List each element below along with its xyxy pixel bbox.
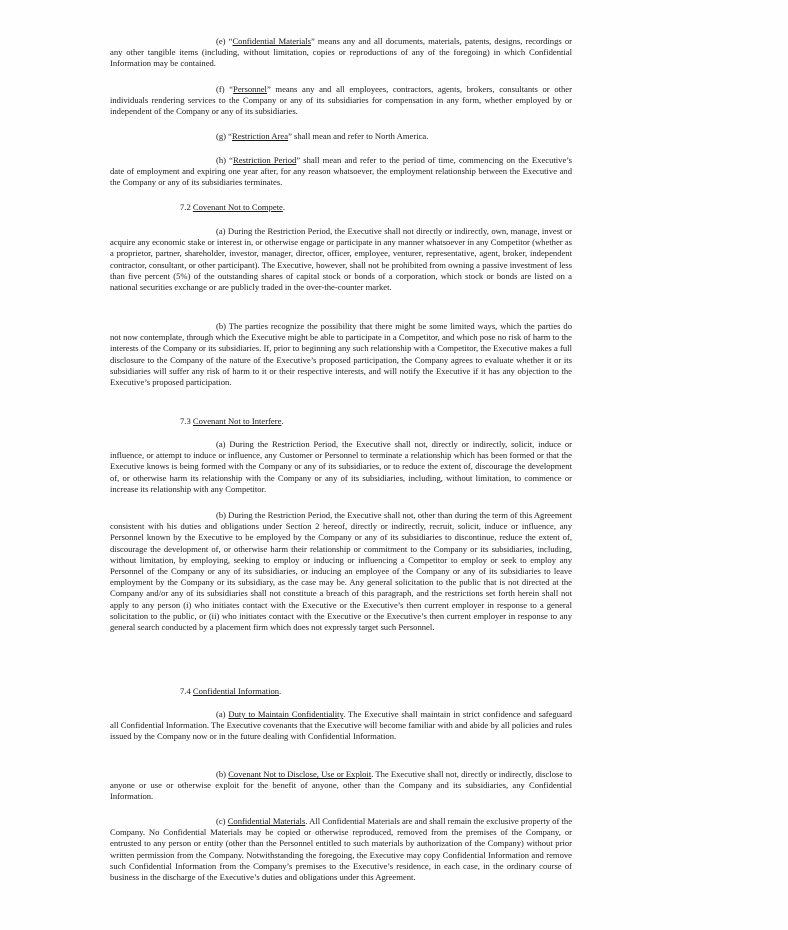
section-7-2-paragraph-b: (b) The parties recognize the possibility that there might be some limited ways, which the parties do not now contemplate, through which the Executive might be able to participate in a Competitor, and which pose no risk of harm to the interests of the Company or its subsidiaries. If, prior to beginning any such relationship with a Competitor, the Executive makes a full disclosure to the Company of the nature of the Executive’s proposed participation, the Company agrees to evaluate whether it or its subsidiaries will suffer any risk of harm to it or their respective interests, and will notify the Executive if it has any objection to the Executive’s proposed participation. [110, 321, 572, 388]
section-7-3-paragraph-b: (b) During the Restriction Period, the Executive shall not, other than during the term of this Agreement consistent with his duties and obligations under Section 2 hereof, directly or indirectly, recruit, solicit, induce or influence, any Personnel known by the Executive to be employed by the Company or any of its subsidiaries to discontinue, reduce the extent of, discourage the development of, or otherwise harm their relationship or commitment to the Company or its subsidiaries, including, without limitation, by employing, seeking to employ or inducing or influencing a Competitor to employ or seek to employ any Personnel of the Company or any of its subsidiaries, or inducing an employee of the Company or any of its subsidiaries to leave employment by the Company or its subsidiary, as the case may be. Any general solicitation to the public that is not directed at the Company and/or any of its subsidiaries shall not constitute a breach of this paragraph, and the restrictions set forth herein shall not apply to any person (i) who initiates contact with the Executive or the Executive’s then current employer in response to a general solicitation to the public, or (ii) who initiates contact with the Executive or the Executive’s then current employer in response to any general search conducted by a placement firm which does not expressly target such Personnel. [110, 510, 572, 633]
section-title-covenant-not-to-interfere: Covenant Not to Interfere [192, 416, 282, 426]
section-7-4-paragraph-b: (b) Covenant Not to Disclose, Use or Exploit. The Executive shall not, directly or indirectly, disclose to anyone or use or otherwise exploit for the benefit of anyone, other than the Company and its subsidiaries, any Confidential Information. [110, 769, 572, 802]
section-7-2-paragraph-a: (a) During the Restriction Period, the Executive shall not directly or indirectly, own, manage, invest or acquire any economic stake or interest in, or otherwise engage or participate in any manner whatsoever in any Competitor (whether as a proprietor, partner, shareholder, investor, manager, director, officer, employee, venturer, representative, agent, broker, independent contractor, consultant, or other participant). The Executive, however, shall not be prohibited from owning a passive investment of less than five percent (5%) of the outstanding shares of capital stock or bonds of a corporation, which stock or bonds are listed on a national securities exchange or are publicly traded in the over-the-counter market. [110, 226, 572, 293]
subtitle-duty-to-maintain-confidentiality: Duty to Maintain Confidentiality [228, 709, 344, 719]
section-heading-7-2: 7.2 Covenant Not to Compete. [180, 202, 286, 212]
subtitle-confidential-materials: Confidential Materials [227, 816, 306, 826]
definition-restriction-period: (h) “Restriction Period” shall mean and refer to the period of time, commencing on the Executive’s date of employment and expiring one year after, for any reason whatsoever, the employment relationship between the Executive and the Company or any of its subsidiaries terminates. [110, 155, 572, 188]
definition-confidential-materials: (e) “Confidential Materials” means any and all documents, materials, patents, designs, recordings or any other tangible items (including, without limitation, copies or reproductions of any of the foregoing) in which Confidential Information may be contained. [110, 36, 572, 69]
section-heading-7-4: 7.4 Confidential Information. [180, 686, 282, 696]
section-title-confidential-information: Confidential Information [192, 686, 280, 696]
term-restriction-period: Restriction Period [233, 155, 297, 165]
section-7-4-paragraph-c: (c) Confidential Materials. All Confidential Materials are and shall remain the exclusive property of the Company. No Confidential Materials may be copied or otherwise reproduced, removed from the premises of the Company, or entrusted to any person or entity (other than the Personnel entitled to such materials by authorization of the Company) without prior written permission from the Company. Notwithstanding the foregoing, the Executive may copy Confidential Information and remove such Confidential Information from the Company’s premises to the Executive’s residence, in each case, in the ordinary course of business in the discharge of the Executive’s duties and obligations under this Agreement. [110, 816, 573, 883]
section-title-covenant-not-to-compete: Covenant Not to Compete [192, 202, 283, 212]
definition-personnel: (f) “Personnel” means any and all employees, contractors, agents, brokers, consultants or other individuals rendering services to the Company or any of its subsidiaries for compensation in any form, whether employed by or independent of the Company or any of its subsidiaries. [110, 84, 572, 117]
subtitle-covenant-not-to-disclose: Covenant Not to Disclose, Use or Exploit [228, 769, 372, 779]
term-restriction-area: Restriction Area [231, 131, 289, 141]
term-confidential-materials: Confidential Materials [232, 36, 311, 46]
term-personnel: Personnel [233, 84, 267, 94]
section-heading-7-3: 7.3 Covenant Not to Interfere. [180, 416, 284, 426]
section-7-4-paragraph-a: (a) Duty to Maintain Confidentiality. The Executive shall maintain in strict confidence and safeguard all Confidential Information. The Executive covenants that the Executive will become familiar with and abide by all policies and rules issued by the Company now or in the future dealing with Confidential Information. [110, 709, 572, 742]
definition-restriction-area: (g) “Restriction Area” shall mean and refer to North America. [216, 131, 429, 141]
section-7-3-paragraph-a: (a) During the Restriction Period, the Executive shall not, directly or indirectly, solicit, induce or influence, or attempt to induce or influence, any Customer or Personnel to terminate a relationship which has been formed or that the Executive knows is being formed with the Company or any of its subsidiaries, or to reduce the extent of, discourage the development of, or otherwise harm its relationship with the Company or any of its subsidiaries, including, without limitation, to commence or increase its relationship with any Competitor. [110, 439, 572, 494]
